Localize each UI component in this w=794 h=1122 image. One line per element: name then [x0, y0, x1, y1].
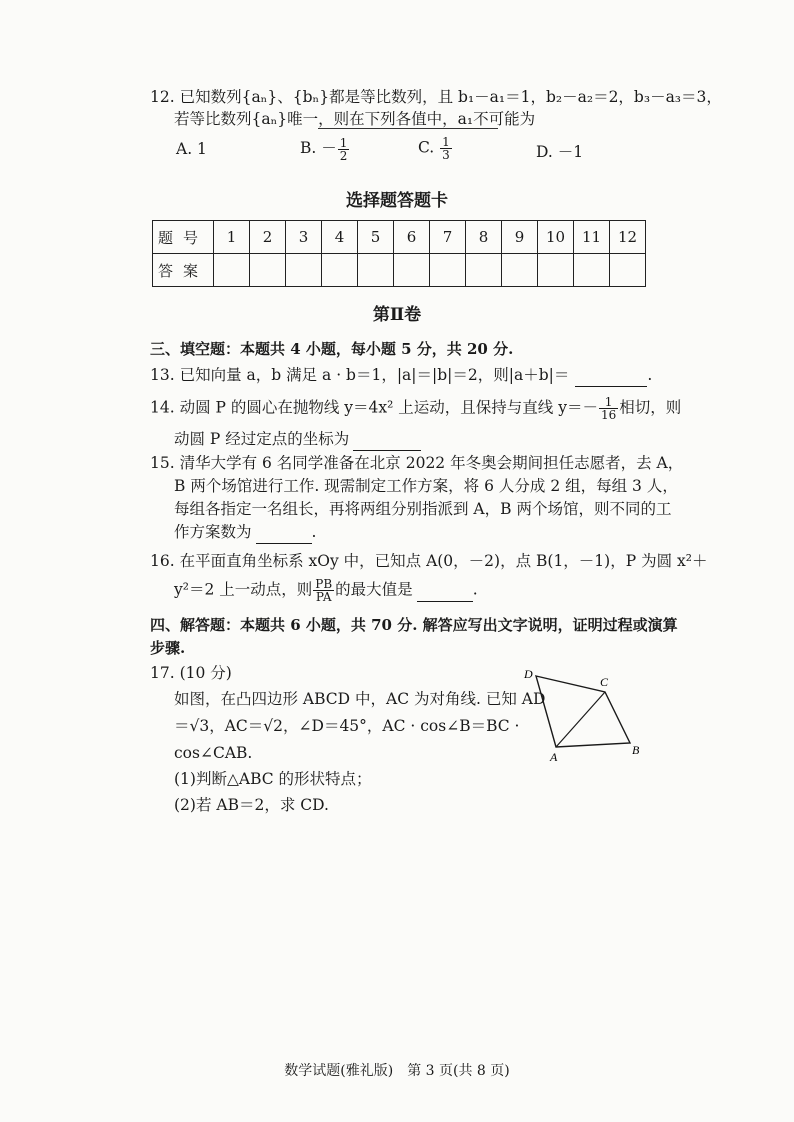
table-cell: 4 — [322, 221, 358, 254]
answer-blank[interactable] — [575, 364, 647, 387]
answer-cell[interactable] — [322, 254, 358, 287]
q17-line3: cos∠CAB. — [174, 744, 253, 762]
q15-line4: 作方案数为 . — [174, 521, 316, 544]
answer-blank[interactable] — [256, 521, 312, 544]
q15-line1: 15. 清华大学有 6 名同学准备在北京 2022 年冬奥会期间担任志愿者，去 A， — [150, 454, 684, 472]
table-cell: 7 — [430, 221, 466, 254]
q17-sub2: (2)若 AB＝2，求 CD. — [174, 796, 329, 814]
table-cell: 11 — [574, 221, 610, 254]
answer-blank[interactable] — [417, 579, 473, 602]
q12-option-a: A. 1 — [176, 140, 207, 158]
table-cell: 9 — [502, 221, 538, 254]
answer-cell[interactable] — [502, 254, 538, 287]
q15-line3: 每组各指定一名组长，再将两组分别指派到 A，B 两个场馆，则不同的工 — [174, 500, 672, 518]
table-cell: 6 — [394, 221, 430, 254]
table-cell: 12 — [610, 221, 646, 254]
answer-cell[interactable] — [394, 254, 430, 287]
answer-blank[interactable] — [353, 428, 421, 451]
answer-card-table — [152, 220, 646, 287]
answer-cell[interactable] — [250, 254, 286, 287]
q17-line2: ＝√3，AC＝√2，∠D＝45°，AC · cos∠B＝BC · — [174, 717, 520, 735]
answer-cell[interactable] — [214, 254, 250, 287]
answer-cell[interactable] — [538, 254, 574, 287]
answer-cell[interactable] — [286, 254, 322, 287]
q15-line2: B 两个场馆进行工作. 现需制定工作方案，将 6 人分成 2 组，每组 3 人， — [174, 477, 678, 495]
answer-cell[interactable] — [430, 254, 466, 287]
q17-head: 17. (10 分) — [150, 664, 232, 682]
answer-cell[interactable] — [574, 254, 610, 287]
q12-option-b: B. － $\frac{1}{2}$ — [300, 135, 348, 163]
table-row — [153, 221, 646, 254]
table-cell: 10 — [538, 221, 574, 254]
table-cell: 8 — [466, 221, 502, 254]
table-row — [153, 254, 646, 287]
page-footer: 数学试题(雅礼版) 第 3 页(共 8 页) — [284, 1063, 510, 1079]
table-cell: 1 — [214, 221, 250, 254]
answer-cell[interactable] — [466, 254, 502, 287]
section-4-line1: 四、解答题：本题共 6 小题，共 70 分. 解答应写出文字说明，证明过程或演算 — [150, 616, 678, 634]
q12-line1: 12. 已知数列{aₙ}、{bₙ}都是等比数列，且 b₁－a₁＝1，b₂－a₂＝2，b₃－a₃＝3， — [150, 88, 722, 106]
label-a: A — [550, 750, 558, 764]
answer-card-title: 选择题答题卡 — [346, 191, 448, 211]
section-ii-title: 第Ⅱ卷 — [372, 305, 422, 325]
row-header-answer: 答案 — [153, 254, 214, 287]
section-3-heading: 三、填空题：本题共 4 小题，每小题 5 分，共 20 分. — [150, 340, 514, 358]
q17-sub1: (1)判断△ABC 的形状特点； — [174, 770, 372, 788]
table-cell: 3 — [286, 221, 322, 254]
q13: 13. 已知向量 a，b 满足 a · b＝1，|a|＝|b|＝2，则|a＋b|＝ . — [150, 364, 652, 387]
q12-line2: 若等比数列{aₙ}唯一，则在下列各值中，a₁不可能为 — [174, 110, 536, 128]
q12-option-d: D. －1 — [536, 143, 584, 161]
section-4-line2: 步骤. — [150, 639, 186, 657]
q12-option-c: C. $\frac{1}{3}$ — [418, 135, 450, 162]
q14-line2: 动圆 P 经过定点的坐标为 — [174, 428, 421, 451]
row-header-number: 题号 — [153, 221, 214, 254]
answer-cell[interactable] — [358, 254, 394, 287]
table-cell: 5 — [358, 221, 394, 254]
q16-line1: 16. 在平面直角坐标系 xOy 中，已知点 A(0，－2)，点 B(1，－1)，P 为圆 x²＋ — [150, 552, 708, 570]
q16-line2: y²＝2 上一动点，则 $\frac{PB}{PA}$ 的最大值是 . — [174, 577, 478, 604]
handwritten-underline — [318, 128, 498, 129]
label-d: D — [524, 667, 533, 681]
label-c: C — [600, 675, 609, 689]
label-b: B — [632, 743, 640, 757]
table-cell: 2 — [250, 221, 286, 254]
q14-line1: 14. 动圆 P 的圆心在抛物线 y＝4x² 上运动，且保持与直线 y＝－ $\frac{1}{16}$ 相切，则 — [150, 395, 682, 422]
q17-line1: 如图，在凸四边形 ABCD 中，AC 为对角线. 已知 AD — [174, 690, 546, 708]
answer-cell[interactable] — [610, 254, 646, 287]
quadrilateral-figure — [518, 664, 648, 764]
